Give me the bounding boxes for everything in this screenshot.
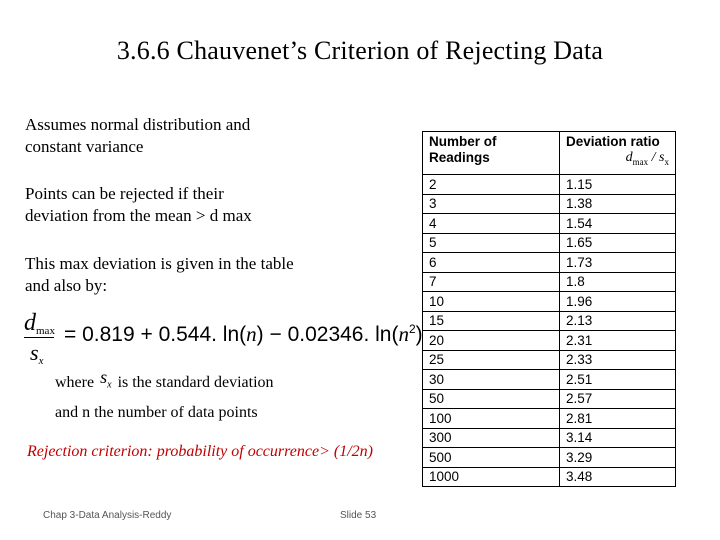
table-row	[423, 389, 676, 409]
chauvenet-table	[422, 131, 676, 487]
table-row	[423, 448, 676, 468]
slide-title: 3.6.6 Chauvenet’s Criterion of Rejecting Data	[116, 36, 604, 65]
cell-number-of-readings: 100	[423, 409, 560, 429]
cell-number-of-readings: 25	[423, 350, 560, 370]
paragraph-line: Points can be rejected if their	[25, 184, 224, 203]
cell-number-of-readings: 5	[423, 233, 560, 253]
table-row	[423, 253, 676, 273]
deviation-formula	[24, 308, 423, 368]
cell-deviation-ratio: 2.13	[560, 311, 676, 331]
table-row	[423, 175, 676, 195]
cell-deviation-ratio: 2.57	[560, 389, 676, 409]
cell-number-of-readings: 20	[423, 331, 560, 351]
cell-deviation-ratio: 1.38	[560, 194, 676, 214]
table-row	[423, 292, 676, 312]
sx-symbol: $s_x$	[100, 367, 112, 391]
paragraph-line: This max deviation is given in the table	[25, 254, 294, 273]
paragraph-line: deviation from the mean > d max	[25, 206, 252, 225]
cell-deviation-ratio: 1.65	[560, 233, 676, 253]
cell-number-of-readings: 300	[423, 428, 560, 448]
cell-deviation-ratio: 2.33	[560, 350, 676, 370]
cell-number-of-readings: 15	[423, 311, 560, 331]
where-line-1: where $s_x$ is the standard deviation	[55, 370, 274, 401]
paragraph-line: constant variance	[25, 137, 144, 156]
formula-numerator: $d_{max}$	[24, 310, 55, 337]
fraction-bar	[24, 337, 54, 338]
cell-number-of-readings: 7	[423, 272, 560, 292]
cell-deviation-ratio: 3.14	[560, 428, 676, 448]
where-line-2: and n the number of data points	[55, 403, 258, 421]
formula-rhs: = 0.819 + 0.544. ln(n) − 0.02346. $\ln(n^2)$	[64, 322, 423, 346]
cell-deviation-ratio: 3.48	[560, 467, 676, 487]
formula-fraction	[24, 308, 56, 366]
cell-number-of-readings: 1000	[423, 467, 560, 487]
cell-deviation-ratio: 2.31	[560, 331, 676, 351]
header-ratio-symbol: $d_{max} / s_x$	[625, 150, 669, 167]
footer-chapter: Chap 3-Data Analysis-Reddy	[43, 510, 172, 521]
paragraph-rejection	[25, 183, 385, 227]
formula-denominator: $s_x$	[30, 340, 44, 367]
cell-deviation-ratio: 2.81	[560, 409, 676, 429]
cell-number-of-readings: 30	[423, 370, 560, 390]
cell-deviation-ratio: 3.29	[560, 448, 676, 468]
cell-number-of-readings: 10	[423, 292, 560, 312]
header-number-of-readings: Number of Readings	[423, 132, 560, 175]
cell-deviation-ratio: 1.96	[560, 292, 676, 312]
paragraph-line: Assumes normal distribution and	[25, 115, 251, 134]
cell-deviation-ratio: 1.15	[560, 175, 676, 195]
paragraph-assumptions	[25, 114, 385, 158]
table-row	[423, 331, 676, 351]
table-row	[423, 214, 676, 234]
table-header-row	[423, 132, 676, 175]
cell-deviation-ratio: 2.51	[560, 370, 676, 390]
header-deviation-ratio: Deviation ratio $d_{max} / s_x$	[560, 132, 676, 175]
rejection-criterion: Rejection criterion: probability of occurrence> (1/2n)	[27, 443, 373, 460]
cell-number-of-readings: 500	[423, 448, 560, 468]
where-note	[55, 367, 274, 424]
table-row	[423, 311, 676, 331]
paragraph-line: and also by:	[25, 276, 108, 295]
cell-deviation-ratio: 1.8	[560, 272, 676, 292]
footer-slide-number: Slide 53	[340, 510, 377, 521]
table-row	[423, 409, 676, 429]
cell-deviation-ratio: 1.73	[560, 253, 676, 273]
table-row	[423, 233, 676, 253]
cell-number-of-readings: 4	[423, 214, 560, 234]
table-row	[423, 194, 676, 214]
cell-number-of-readings: 6	[423, 253, 560, 273]
paragraph-max-deviation	[25, 253, 385, 297]
cell-number-of-readings: 3	[423, 194, 560, 214]
cell-number-of-readings: 2	[423, 175, 560, 195]
cell-deviation-ratio: 1.54	[560, 214, 676, 234]
table-row	[423, 428, 676, 448]
table-row	[423, 370, 676, 390]
table-row	[423, 467, 676, 487]
table-row	[423, 272, 676, 292]
cell-number-of-readings: 50	[423, 389, 560, 409]
table-row	[423, 350, 676, 370]
